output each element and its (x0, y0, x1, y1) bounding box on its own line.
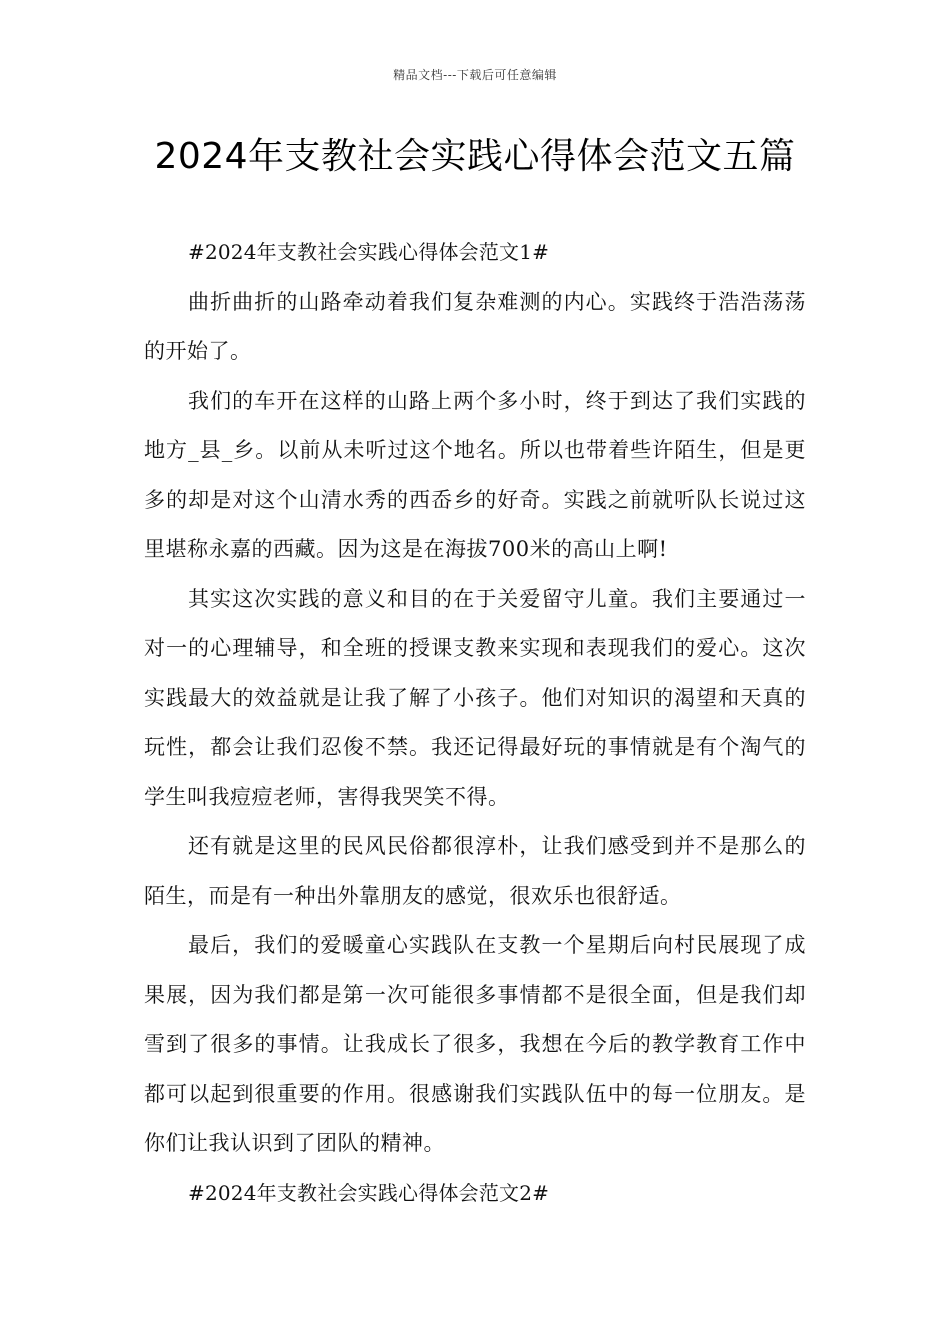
section-heading-1: #2024年支教社会实践心得体会范文1# (188, 240, 550, 264)
paragraph-2: 我们的车开在这样的山路上两个多小时，终于到达了我们实践的地方_县_乡。以前从未听过这个地名。所以也带着些许陌生，但是更多的却是对这个山清水秀的西岙乡的好奇。实践之前就听队长说过这里堪称永嘉的西藏。因为这是在海拔700米的高山上啊! (144, 388, 806, 561)
paragraph-5: 最后，我们的爱暖童心实践队在支教一个星期后向村民展现了成果展，因为我们都是第一次可能很多事情都不是很全面，但是我们却雪到了很多的事情。让我成长了很多，我想在今后的教学教育工作中都可以起到很重要的作用。很感谢我们实践队伍中的每一位朋友。是你们让我认识到了团队的精神。 (144, 933, 806, 1155)
paragraph-4: 还有就是这里的民风民俗都很淳朴，让我们感受到并不是那么的陌生，而是有一种出外靠朋友的感觉，很欢乐也很舒适。 (144, 834, 806, 908)
document-body (144, 228, 806, 1218)
document-title: 2024年支教社会实践心得体会范文五篇 (154, 136, 796, 177)
paragraph-3: 其实这次实践的意义和目的在于关爱留守儿童。我们主要通过一对一的心理辅导，和全班的授课支教来实现和表现我们的爱心。这次实践最大的效益就是让我了解了小孩子。他们对知识的渴望和天真的玩性，都会让我们忍俊不禁。我还记得最好玩的事情就是有个淘气的学生叫我痘痘老师，害得我哭笑不得。 (144, 586, 806, 809)
section-heading-2: #2024年支教社会实践心得体会范文2# (188, 1180, 550, 1205)
paragraph-1: 曲折曲折的山路牵动着我们复杂难测的内心。实践终于浩浩荡荡的开始了。 (144, 289, 806, 363)
header-note: 精品文档---下载后可任意编辑 (393, 68, 557, 82)
